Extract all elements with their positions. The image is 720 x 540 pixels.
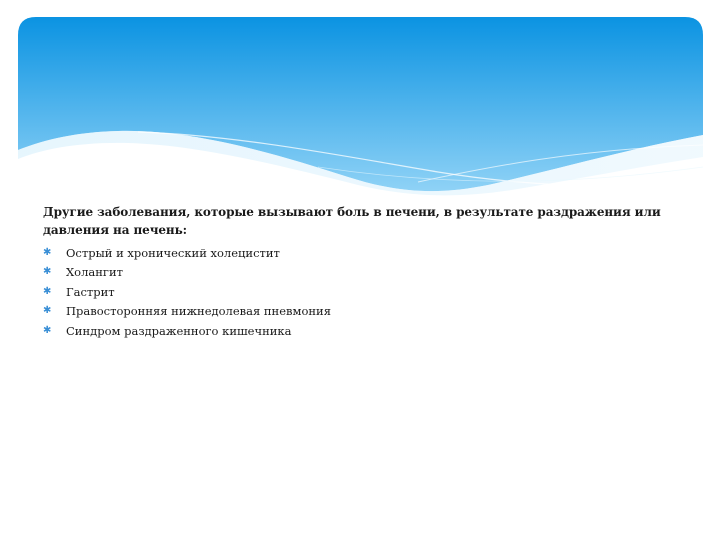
list-item xyxy=(43,302,683,322)
list-item-text: Правосторонняя нижнедолевая пневмония xyxy=(66,304,331,319)
list-item xyxy=(43,282,683,302)
asterisk-bullet-icon: ✱ xyxy=(43,305,52,317)
list-item-text: Гастрит xyxy=(66,284,115,299)
list-item xyxy=(43,321,683,341)
slide-content xyxy=(43,203,683,341)
asterisk-bullet-icon: ✱ xyxy=(43,285,52,297)
asterisk-bullet-icon: ✱ xyxy=(43,324,52,336)
list-item xyxy=(43,243,683,263)
header-wave-banner xyxy=(18,17,703,197)
asterisk-bullet-icon: ✱ xyxy=(43,246,52,258)
lead-paragraph: Другие заболевания, которые вызывают боль в печени, в результате раздражения или давления на печень: xyxy=(43,205,661,237)
bullet-list xyxy=(43,243,683,341)
list-item-text: Синдром раздраженного кишечника xyxy=(66,323,292,338)
list-item-text: Холангит xyxy=(66,265,123,280)
asterisk-bullet-icon: ✱ xyxy=(43,266,52,278)
list-item xyxy=(43,263,683,283)
list-item-text: Острый и хронический холецистит xyxy=(66,245,280,260)
